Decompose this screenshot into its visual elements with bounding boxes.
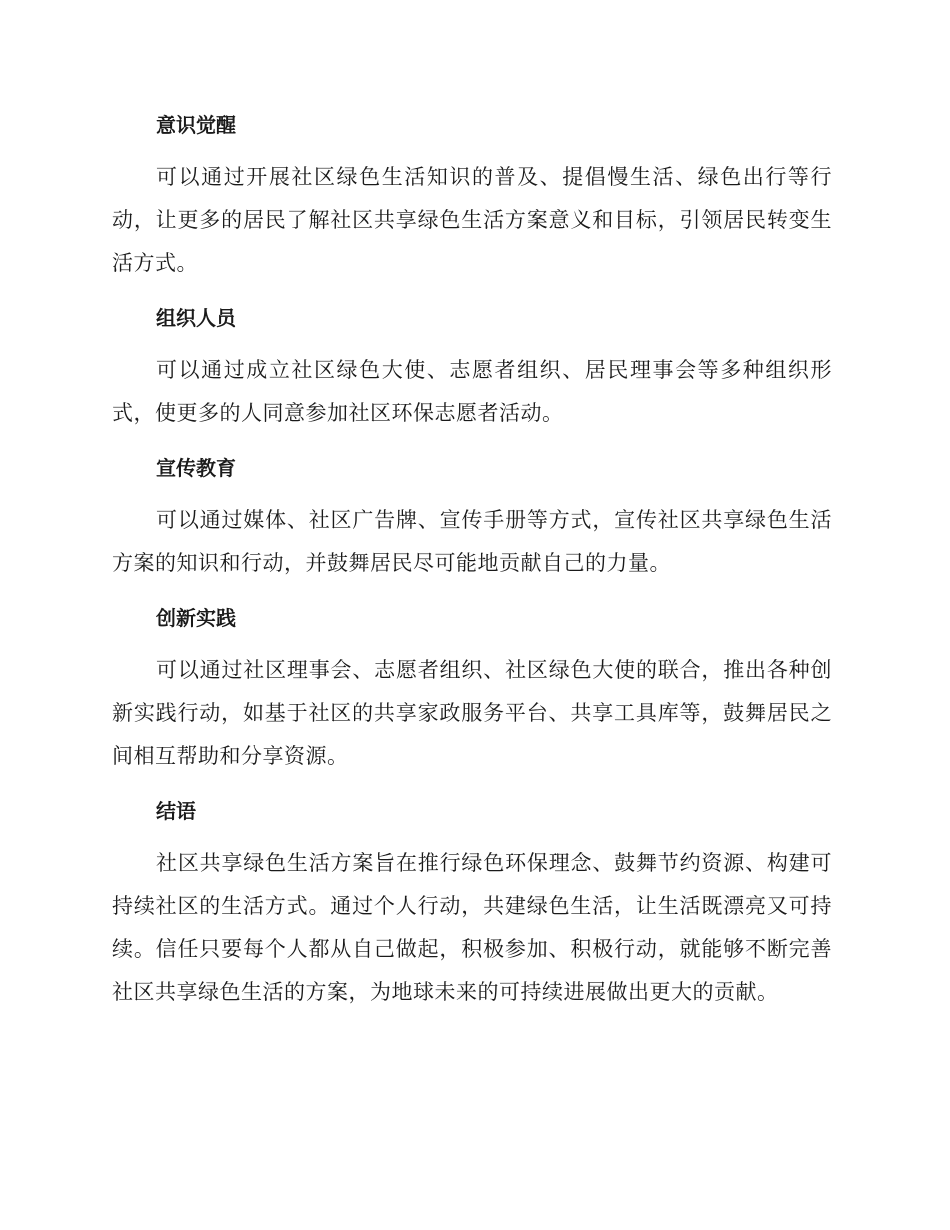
section-heading-publicity: 宣传教育 (156, 456, 236, 480)
section-body-innovation: 可以通过社区理事会、志愿者组织、社区绿色大使的联合，推出各种创新实践行动，如基于社区的共享家政服务平台、共享工具库等，鼓舞居民之间相互帮助和分享资源。 (112, 658, 832, 768)
section-body-publicity: 可以通过媒体、社区广告牌、宣传手册等方式，宣传社区共享绿色生活方案的知识和行动，并鼓舞居民尽可能地贡献自己的力量。 (112, 508, 832, 575)
section-body-awareness: 可以通过开展社区绿色生活知识的普及、提倡慢生活、绿色出行等行动，让更多的居民了解社区共享绿色生活方案意义和目标，引领居民转变生活方式。 (112, 165, 832, 275)
section-heading-awareness: 意识觉醒 (156, 113, 236, 137)
section-heading-conclusion: 结语 (156, 799, 196, 823)
section-body-organization: 可以通过成立社区绿色大使、志愿者组织、居民理事会等多种组织形式，使更多的人同意参加社区环保志愿者活动。 (112, 358, 832, 425)
section-body-conclusion: 社区共享绿色生活方案旨在推行绿色环保理念、鼓舞节约资源、构建可持续社区的生活方式。通过个人行动，共建绿色生活，让生活既漂亮又可持续。信任只要每个人都从自己做起，积极参加、积极行动，就能够不断完善社区共享绿色生活的方案，为地球未来的可持续进展做出更大的贡献。 (112, 851, 832, 1004)
section-heading-innovation: 创新实践 (156, 606, 236, 630)
section-heading-organization: 组织人员 (156, 306, 236, 330)
document-page (112, 108, 832, 1030)
